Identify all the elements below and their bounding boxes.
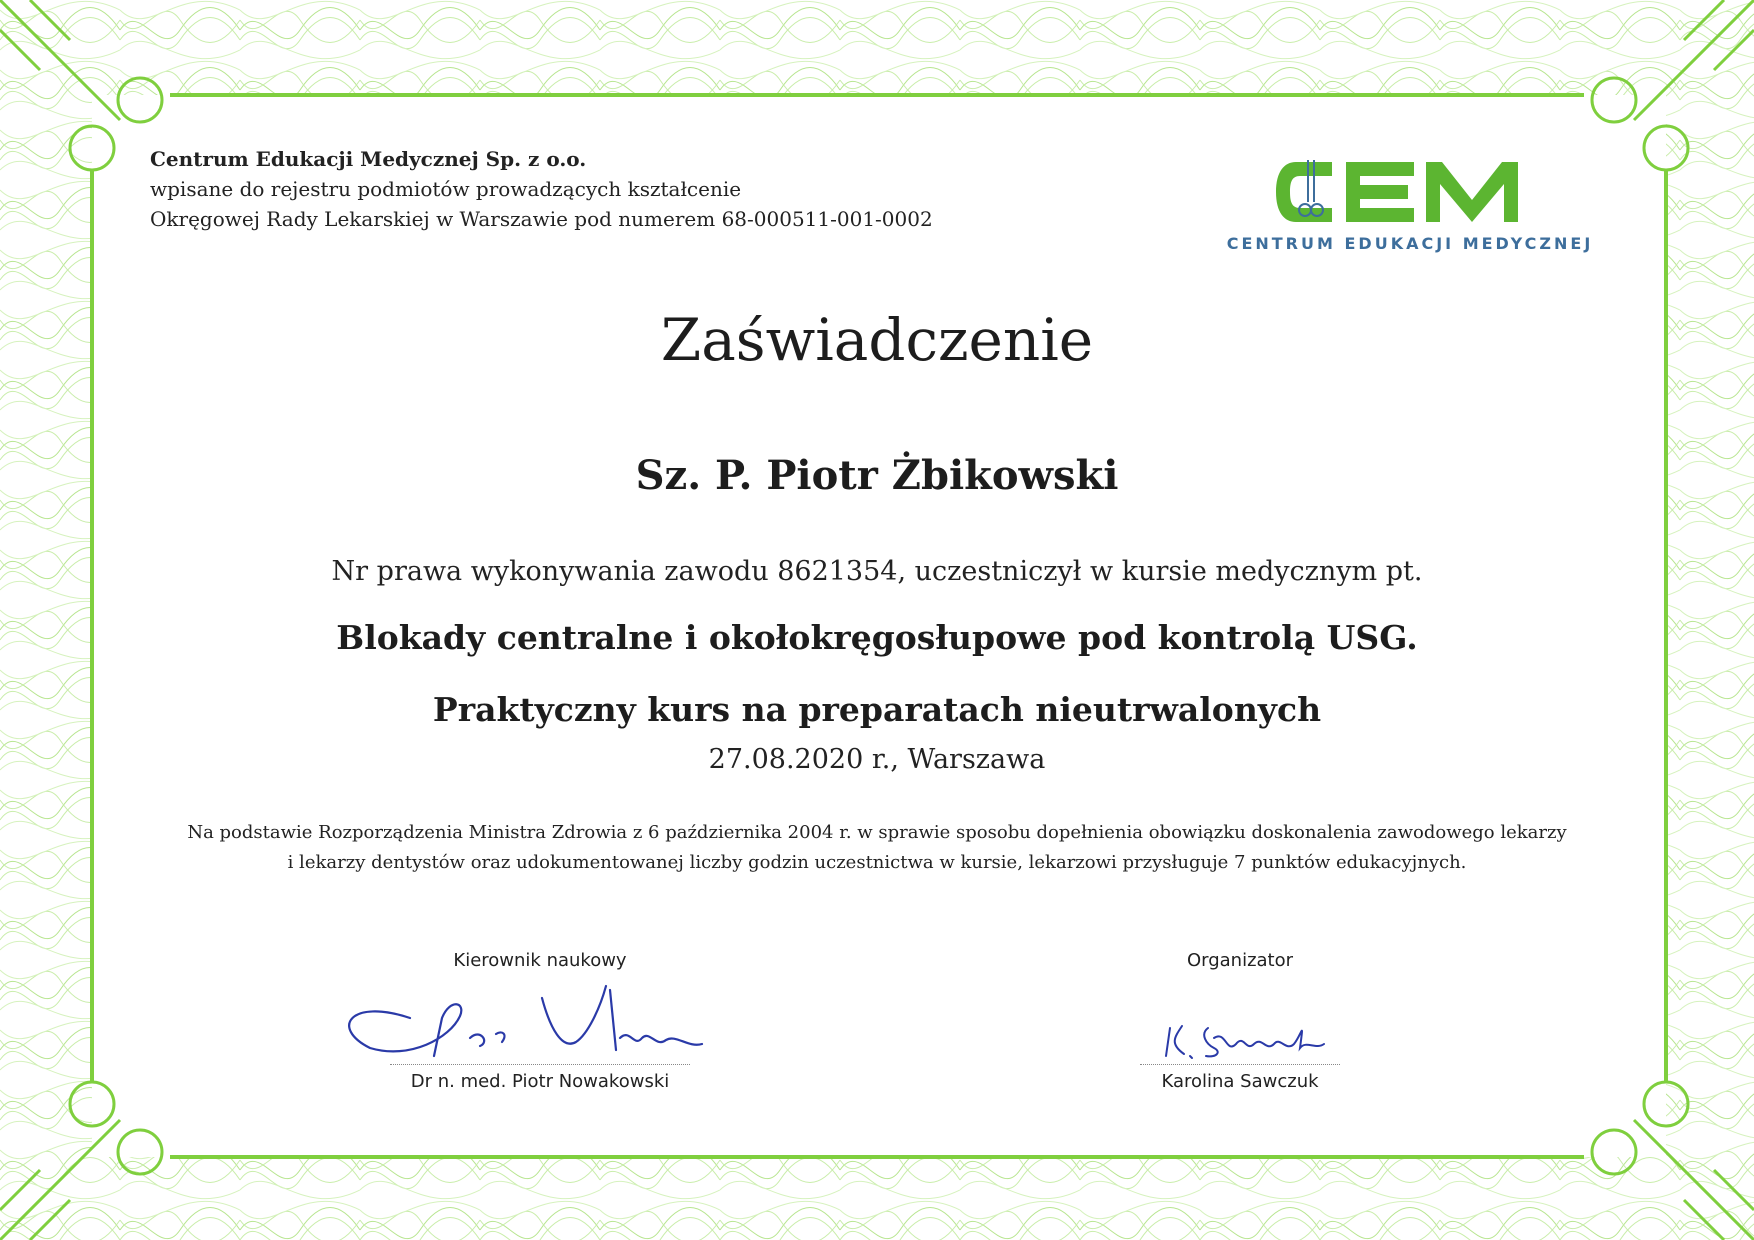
issuer-name: Centrum Edukacji Medycznej Sp. z o.o.: [150, 147, 587, 171]
issuer-block: [150, 144, 1050, 234]
legal-basis-line-1: Na podstawie Rozporządzenia Ministra Zdrowia z 6 października 2004 r. w sprawie sposobu dopełnienia obowiązku doskonalenia zawodowego lekarzy: [187, 822, 1567, 843]
issuer-registry-number-line: Okręgowej Rady Lekarskiej w Warszawie pod numerem 68-000511-001-0002: [150, 207, 933, 231]
recipient-name: Sz. P. Piotr Żbikowski: [635, 452, 1119, 499]
signature-name-left: Dr n. med. Piotr Nowakowski: [410, 1071, 670, 1092]
handwritten-signature-right: [1030, 978, 1450, 1064]
cem-logo-mark: [1274, 158, 1534, 226]
handwritten-signature-left: [330, 978, 750, 1064]
course-title-line-2: Praktyczny kurs na preparatach nieutrwalonych: [432, 690, 1322, 729]
signature-role-right: Organizator: [1186, 950, 1294, 971]
signature-line-left: [390, 1064, 690, 1065]
license-line: Nr prawa wykonywania zawodu 8621354, uczestniczył w kursie medycznym pt.: [331, 556, 1423, 587]
legal-basis-line-2: i lekarzy dentystów oraz udokumentowanej liczby godzin uczestnictwa w kursie, lekarzowi przysługuje 7 punktów edukacyjnych.: [287, 852, 1467, 873]
legal-basis: [130, 818, 1624, 878]
cem-logo: [1200, 158, 1620, 268]
certificate-title: Zaświadczenie: [660, 306, 1094, 374]
course-title-line-1: Blokady centralne i okołokręgosłupowe pod kontrolą USG.: [336, 618, 1418, 657]
signature-role-left: Kierownik naukowy: [453, 950, 627, 971]
issuer-registry-line: wpisane do rejestru podmiotów prowadzących kształcenie: [150, 177, 742, 201]
cem-logo-subtitle: CENTRUM EDUKACJI MEDYCZNEJ: [1226, 234, 1594, 253]
signature-name-right: Karolina Sawczuk: [1161, 1071, 1319, 1092]
signature-scientific-director: [300, 950, 780, 1092]
signature-line-right: [1140, 1064, 1340, 1065]
signature-organizer: [1000, 950, 1480, 1092]
date-place: 27.08.2020 r., Warszawa: [708, 744, 1046, 775]
